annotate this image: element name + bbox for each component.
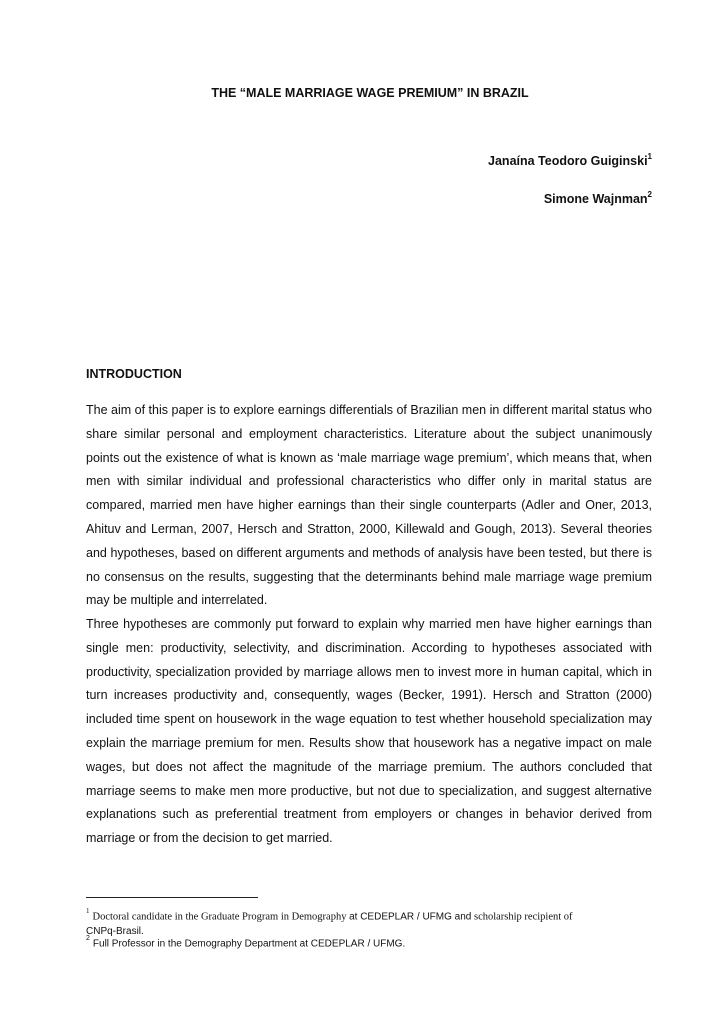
footnote-2-text: Full Professor in the Demography Department at CEDEPLAR / UFMG. [92, 938, 406, 950]
author-2-footnote-mark: 2 [647, 190, 652, 199]
section-heading: INTRODUCTION [86, 367, 182, 381]
author-1-footnote-mark: 1 [647, 152, 652, 161]
author-1-name: Janaína Teodoro Guiginski [488, 154, 648, 169]
footnote-1-text-c: scholarship recipient of [473, 911, 573, 923]
paragraph-1: The aim of this paper is to explore earnings differentials of Brazilian men in different marital status who share similar personal and employment characteristics. Literature about the subject unanimously points out the existence of what is known as ‘male marriage wage premium’, which means that, when men with similar individual and professional characteristics who differ only in marital status are compared, married men have higher earnings than their single counterparts (Adler and Oner, 2013, Ahituv and Lerman, 2007, Hersch and Stratton, 2000, Killewald and Gough, 2013). Several theories and hypotheses, based on different arguments and methods of analysis have been tested, but there is no consensus on the results, suggesting that the determinants behind male marriage wage premium may be multiple and interrelated. [86, 403, 652, 608]
footnote-1-mark: 1 [86, 907, 90, 915]
paper-title: THE “MALE MARRIAGE WAGE PREMIUM” IN BRAZIL [211, 86, 529, 100]
author-2 [544, 191, 652, 206]
author-1 [488, 153, 652, 168]
footnote-2-mark: 2 [86, 935, 90, 942]
footnote-1-text-a: Doctoral candidate in the Graduate Program in Demography [92, 911, 347, 923]
footnote-divider [86, 897, 258, 898]
footnote-1-text-d: CNPq-Brasil. [86, 925, 144, 937]
author-2-name: Simone Wajnman [543, 192, 648, 207]
paragraph-2: Three hypotheses are commonly put forward to explain why married men have higher earnings than single men: productivity, selectivity, and discrimination. According to hypotheses associated with productivity, specialization provided by marriage allows men to invest more in human capital, which in turn increases productivity and, consequently, wages (Becker, 1991). Hersch and Stratton (2000) included time spent on housework in the wage equation to test whether household specialization may explain the marriage premium for men. Results show that housework has a negative impact on male wages, but does not affect the magnitude of the marriage premium. The authors concluded that marriage seems to make men more productive, but not due to specialization, and suggest alternative explanations such as preferential treatment from employers or changes in behavior derived from marriage or from the decision to get married. [86, 617, 652, 846]
footnote-1-text-b: at CEDEPLAR / UFMG and [349, 911, 472, 923]
footnote-2 [86, 934, 666, 951]
